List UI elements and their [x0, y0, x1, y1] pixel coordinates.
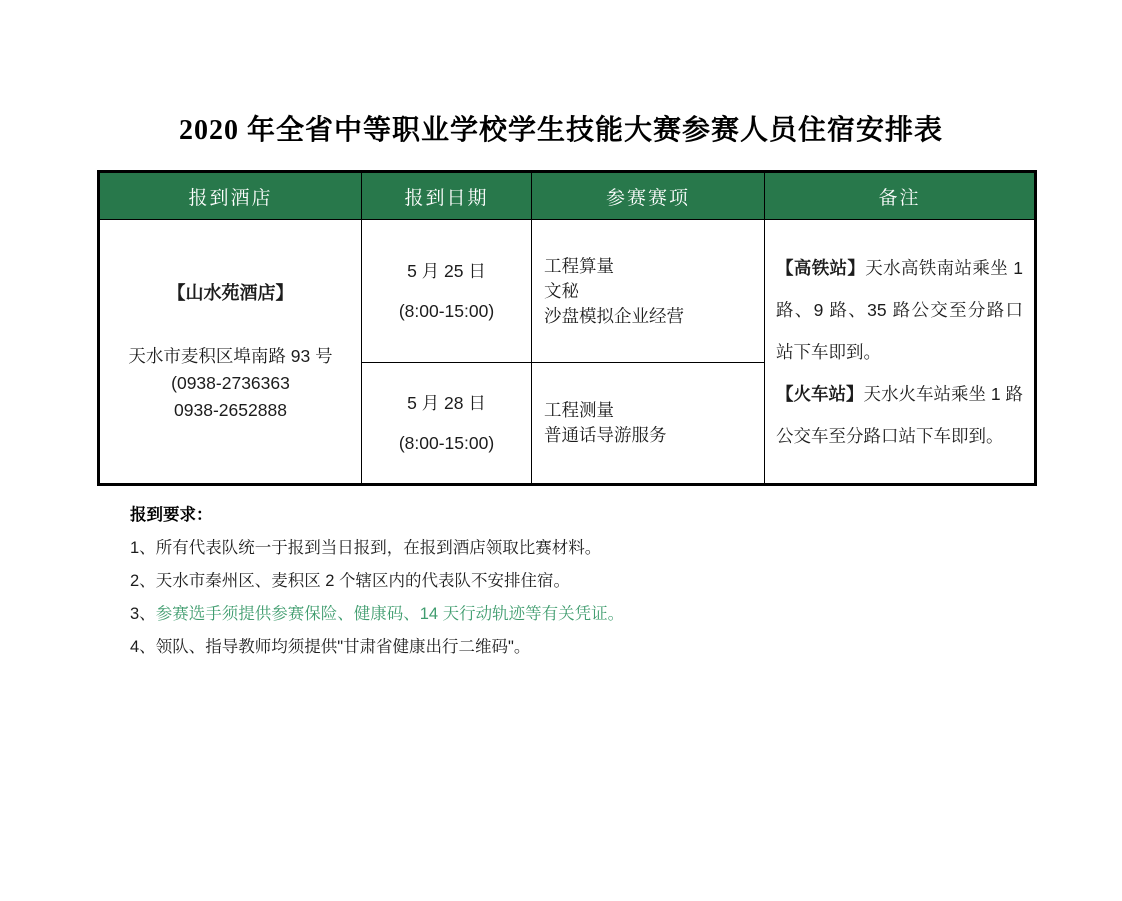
requirement-item [130, 565, 1122, 598]
events-cell-row1 [532, 220, 765, 363]
item-number: 4、 [130, 638, 156, 656]
event-item: 文秘 [544, 280, 579, 301]
checkin-requirements [130, 499, 1122, 664]
item-number: 2、 [130, 572, 156, 590]
col-header-remarks: 备注 [765, 172, 1036, 220]
date-cell-row1 [362, 220, 532, 363]
event-item: 沙盘模拟企业经营 [544, 305, 684, 326]
accommodation-table [97, 170, 1037, 486]
station-label: 【火车站】 [776, 383, 864, 404]
requirements-heading: 报到要求： [130, 506, 213, 524]
item-number: 1、 [130, 539, 156, 557]
date-value: 5 月 28 日 [407, 393, 486, 413]
remark-highspeed-rail [776, 247, 1023, 373]
remark-text: 天水火车站乘坐 1 路公交车至分路口站下车即到。 [776, 383, 1023, 446]
remark-text: 天水高铁南站乘坐 1 路、9 路、35 路公交至分路口站下车即到。 [776, 257, 1023, 362]
hotel-cell [99, 220, 362, 485]
col-header-date: 报到日期 [362, 172, 532, 220]
remarks-cell [765, 220, 1036, 485]
item-text: 所有代表队统一于报到当日报到，在报到酒店领取比赛材料。 [155, 539, 602, 557]
date-value: 5 月 25 日 [407, 261, 486, 281]
item-number: 3、 [130, 605, 156, 623]
col-header-events: 参赛赛项 [532, 172, 765, 220]
requirement-item [130, 631, 1122, 664]
requirement-item [130, 598, 1122, 631]
events-cell-row2 [532, 363, 765, 485]
station-label: 【高铁站】 [776, 257, 866, 278]
event-item: 工程测量 [544, 400, 614, 420]
hotel-address: 天水市麦积区埠南路 93 号 [128, 346, 333, 366]
item-text: 领队、指导教师均须提供"甘肃省健康出行二维码"。 [155, 638, 531, 656]
hotel-name: 【山水苑酒店】 [167, 283, 294, 303]
table-row [99, 220, 1036, 363]
event-item: 工程算量 [544, 255, 614, 276]
remark-train-station [776, 373, 1023, 457]
document-page [0, 108, 1122, 901]
date-cell-row2 [362, 363, 532, 485]
hotel-phone-1: (0938-2736363 [171, 373, 290, 393]
page-title: 2020 年全省中等职业学校学生技能大赛参赛人员住宿安排表 [178, 115, 943, 146]
table-header-row [99, 172, 1036, 220]
col-header-hotel: 报到酒店 [99, 172, 362, 220]
item-text: 参赛选手须提供参赛保险、健康码、14 天行动轨迹等有关凭证。 [155, 605, 625, 623]
item-text: 天水市秦州区、麦积区 2 个辖区内的代表队不安排住宿。 [155, 572, 571, 590]
time-value: (8:00-15:00) [398, 301, 495, 321]
time-value: (8:00-15:00) [398, 433, 495, 453]
hotel-phone-2: 0938-2652888 [174, 400, 287, 420]
requirement-item [130, 532, 1122, 565]
event-item: 普通话导游服务 [544, 425, 667, 445]
